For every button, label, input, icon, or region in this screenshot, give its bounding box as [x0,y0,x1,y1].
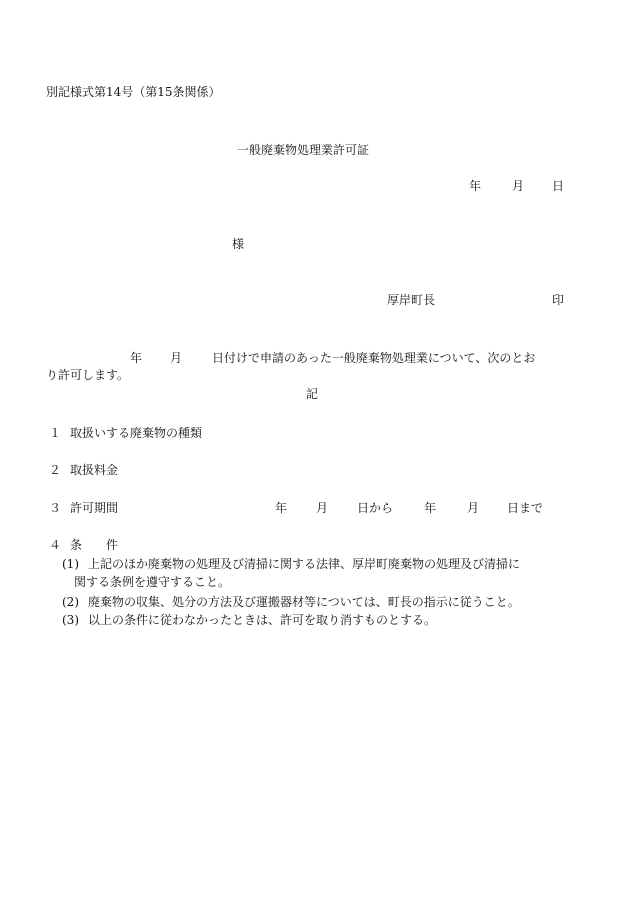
period-from-month: 月 [316,501,329,515]
item-2-number: ２ [49,463,62,477]
period-to-year: 年 [424,501,437,515]
body-line1: 日付けで申請のあった一般廃棄物処理業について、次のとお [212,351,536,365]
condition-2-number: (2) [62,595,79,609]
item-4-number: ４ [49,538,62,552]
condition-3-line1: 以上の条件に従わなかったときは、許可を取り消すものとする。 [88,613,437,627]
item-3-number: ３ [49,501,62,515]
body-month: 月 [170,351,183,365]
period-from-year: 年 [275,501,288,515]
body-year: 年 [130,351,143,365]
item-3-label: 許可期間 [70,501,119,515]
condition-3-number: (3) [62,613,79,627]
condition-1-line1: 上記のほか廃棄物の処理及び清掃に関する法律、厚岸町廃棄物の処理及び清掃に [88,557,521,571]
issuer-seal: 印 [552,293,565,307]
period-to-month: 月 [467,501,480,515]
period-from-day: 日から [357,501,394,515]
period-to-day: 日まで [507,501,544,515]
body-line2: り許可します。 [46,368,130,382]
ki-marker: 記 [306,387,319,401]
addressee-honorific: 様 [232,237,245,251]
item-1-number: １ [49,426,62,440]
document-title: 一般廃棄物処理業許可証 [237,143,370,157]
item-2-label: 取扱料金 [70,463,119,477]
condition-2-line1: 廃棄物の収集、処分の方法及び運搬器材等については、町長の指示に従うこと。 [88,595,520,609]
issue-date-month: 月 [512,179,525,193]
item-4-label: 条 件 [70,538,119,552]
issue-date-day: 日 [552,179,565,193]
condition-1-line2: 関する条例を遵守すること。 [74,575,231,589]
issue-date-year: 年 [469,179,482,193]
condition-1-number: (1) [62,557,79,571]
issuer-title: 厚岸町長 [387,293,436,307]
form-label: 別記様式第14号（第15条関係） [46,85,221,99]
item-1-label: 取扱いする廃棄物の種類 [70,426,203,440]
